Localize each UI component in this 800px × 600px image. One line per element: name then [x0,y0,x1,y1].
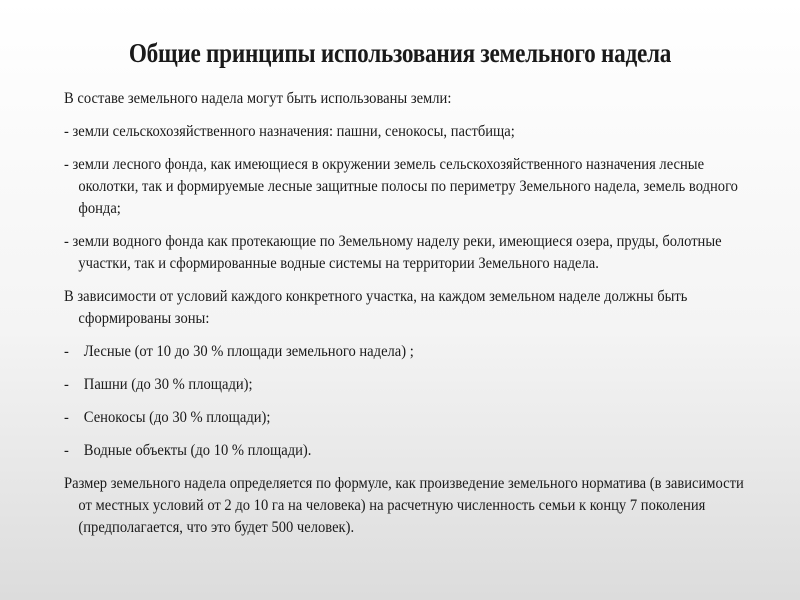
zone-text: Сенокосы (до 30 % площади); [83,408,271,426]
zone-text: Пашни (до 30 % площади); [83,375,253,393]
land-type-forest: - земли лесного фонда, как имеющиеся в окружении земель сельскохозяйственного назначения лесные околотки, так и формируемые лесные защитные полосы по периметру Земельного надела, земель водного фонда; [64,155,738,217]
zone-dash: - [64,441,69,459]
slide-content [64,87,744,549]
zone-text: Лесные (от 10 до 30 % площади земельного надела) ; [83,342,414,360]
land-type-agricultural: - земли сельскохозяйственного назначения: пашни, сенокосы, пастбища; [64,122,515,140]
zone-dash: - [64,342,69,360]
zone-dash: - [64,375,69,393]
formula-paragraph: Размер земельного надела определяется по формуле, как произведение земельного норматива (в зависимости от местных условий от 2 до 10 га на человека) на расчетную численность семьи к концу 7 поколения (предполагается, что это будет 500 человек). [64,474,744,536]
zone-item-water [64,439,730,461]
land-type-water: - земли водного фонда как протекающие по Земельному наделу реки, имеющиеся озера, пруды, болотные участки, так и сформированные водные системы на территории Земельного надела. [64,232,722,272]
slide-title: Общие принципы использования земельного надела [128,38,672,68]
zone-item-arable [64,373,730,395]
zone-text: Водные объекты (до 10 % площади). [83,441,312,459]
zones-intro-paragraph: В зависимости от условий каждого конкретного участка, на каждом земельном наделе должны быть сформированы зоны: [64,287,688,327]
zone-item-hayfields [64,406,730,428]
zone-dash: - [64,408,69,426]
zone-item-forest [64,340,730,362]
intro-paragraph: В составе земельного надела могут быть использованы земли: [64,89,452,107]
